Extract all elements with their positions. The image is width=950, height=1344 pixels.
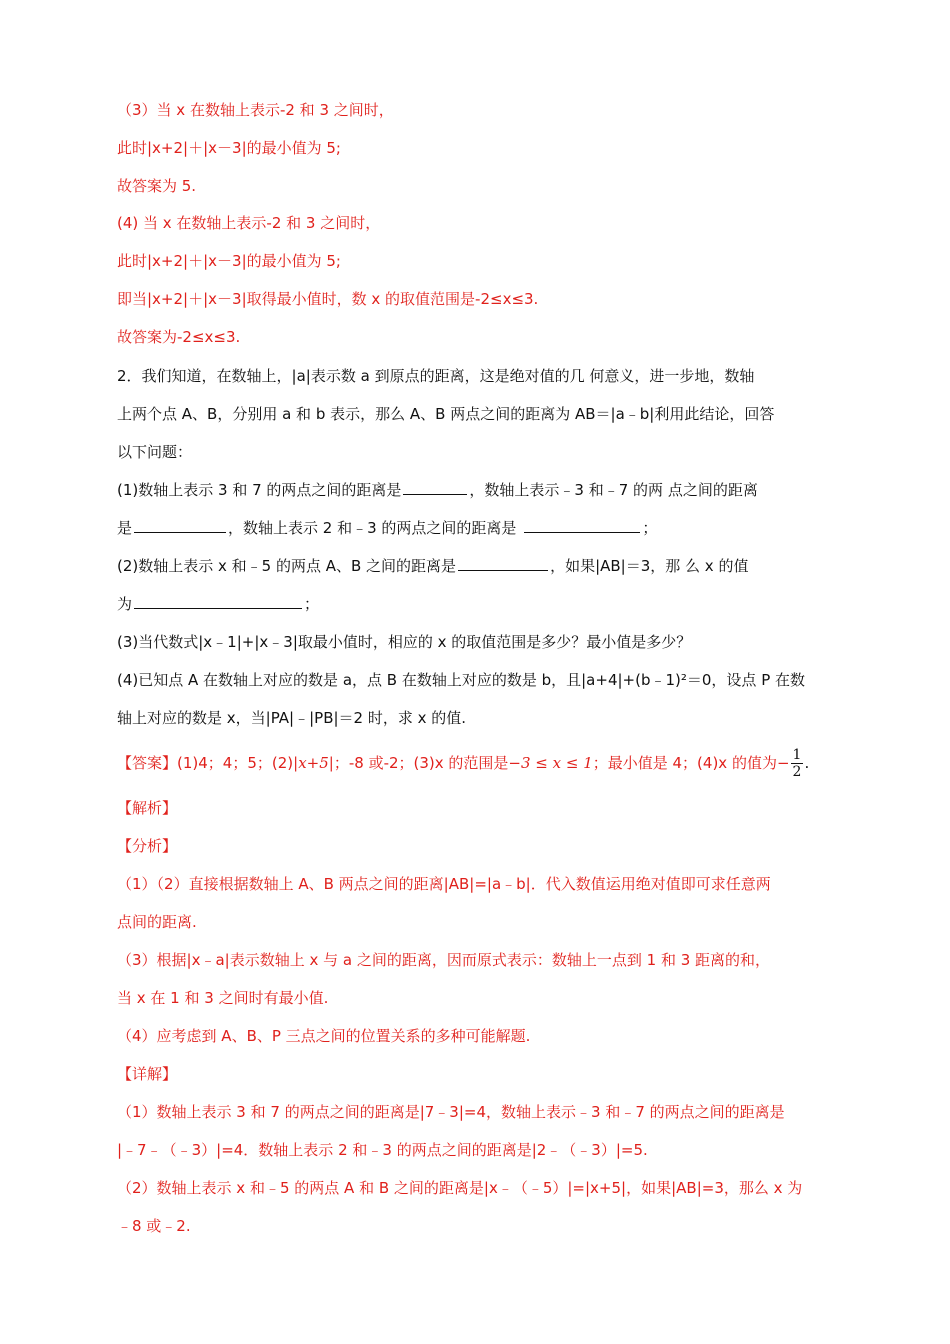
answer-blank <box>458 556 548 571</box>
question-text: ，数轴上表示﹣3 和﹣7 的两 点之间的距离 <box>469 481 758 499</box>
problem-intro: 上两个点 A、B，分别用 a 和 b 表示，那么 A、B 两点之间的距离为 AB＝|a﹣b|利用此结论，回答 <box>117 405 775 423</box>
text-line: 此时|x+2|＋|x－3|的最小值为 5; <box>117 139 341 157</box>
question-2-cont <box>117 593 319 615</box>
question-1-cont <box>117 517 657 539</box>
math-expression: −3 ≤ x ≤ 1 <box>508 754 593 772</box>
problem-intro: 2．我们知道，在数轴上，|a|表示数 a 到原点的距离，这是绝对值的几 何意义，进一步地，数轴 <box>117 367 755 385</box>
detail-text: （1）数轴上表示 3 和 7 的两点之间的距离是|7﹣3|=4，数轴上表示﹣3 和﹣7 的两点之间的距离是 <box>117 1103 785 1121</box>
problem-intro: 以下问题： <box>117 443 193 461</box>
answer-text: ；-8 或-2；(3)x 的范围是 <box>333 754 509 772</box>
question-text: (1)数轴上表示 3 和 7 的两点之间的距离是 <box>117 481 402 499</box>
answer-text: ；最小值是 4；(4)x 的值为 <box>592 754 777 772</box>
detail-text: ﹣8 或﹣2. <box>117 1217 191 1235</box>
question-text: 为 <box>117 595 133 613</box>
question-3: (3)当代数式|x﹣1|+|x﹣3|取最小值时，相应的 x 的取值范围是多少？最小值是多少？ <box>117 633 692 651</box>
section-tag: 【详解】 <box>117 1065 178 1083</box>
fraction-numerator: 1 <box>792 747 802 763</box>
answer-blank <box>134 594 302 609</box>
period: . <box>804 754 810 772</box>
question-text: ； <box>304 595 320 613</box>
question-2 <box>117 555 748 577</box>
math-expression: |x+5| <box>293 754 334 772</box>
text-line: 故答案为-2≤x≤3. <box>117 328 241 346</box>
text-line: （3）当 x 在数轴上表示-2 和 3 之间时， <box>117 101 394 119</box>
analysis-text: 当 x 在 1 和 3 之间时有最小值. <box>117 989 329 1007</box>
fraction-denominator: 2 <box>792 764 802 780</box>
question-text: ； <box>642 519 658 537</box>
text-line: 即当|x+2|＋|x－3|取得最小值时，数 x 的取值范围是-2≤x≤3. <box>117 290 539 308</box>
answer-blank <box>403 480 467 495</box>
question-1 <box>117 479 758 501</box>
fraction <box>791 747 804 780</box>
question-4: (4)已知点 A 在数轴上对应的数是 a，点 B 在数轴上对应的数是 b，且|a+4|+(b﹣1)²＝0，设点 P 在数 <box>117 671 806 689</box>
text-line: 故答案为 5. <box>117 177 197 195</box>
analysis-text: （1）（2）直接根据数轴上 A、B 两点之间的距离|AB|=|a﹣b|．代入数值运用绝对值即可求任意两 <box>117 875 771 893</box>
detail-text: |﹣7﹣（﹣3）|=4．数轴上表示 2 和﹣3 的两点之间的距离是|2﹣（﹣3）|=5. <box>117 1141 648 1159</box>
section-tag: 【分析】 <box>117 837 178 855</box>
analysis-text: （3）根据|x﹣a|表示数轴上 x 与 a 之间的距离，因而原式表示：数轴上一点到 1 和 3 距离的和， <box>117 951 771 969</box>
minus-sign: − <box>776 754 790 772</box>
answer-blank <box>134 518 226 533</box>
question-text: (2)数轴上表示 x 和﹣5 的两点 A、B 之间的距离是 <box>117 557 457 575</box>
analysis-text: （4）应考虑到 A、B、P 三点之间的位置关系的多种可能解题. <box>117 1027 531 1045</box>
text-line: 此时|x+2|＋|x－3|的最小值为 5; <box>117 252 341 270</box>
answer-tag: 【答案】 <box>117 754 178 772</box>
question-text: ，数轴上表示 2 和﹣3 的两点之间的距离是 <box>228 519 517 537</box>
detail-text: （2）数轴上表示 x 和﹣5 的两点 A 和 B 之间的距离是|x﹣（﹣5）|=|x+5|，如果|AB|=3，那么 x 为 <box>117 1179 803 1197</box>
question-4-cont: 轴上对应的数是 x，当|PA|﹣|PB|＝2 时，求 x 的值. <box>117 709 467 727</box>
analysis-text: 点间的距离. <box>117 913 197 931</box>
question-text: 是 <box>117 519 133 537</box>
text-line: (4) 当 x 在数轴上表示-2 和 3 之间时， <box>117 214 381 232</box>
question-text: ，如果|AB|＝3，那 么 x 的值 <box>550 557 749 575</box>
answer-text: (1)4；4；5；(2) <box>177 754 294 772</box>
section-tag: 【解析】 <box>117 799 178 817</box>
answer-line <box>117 747 809 780</box>
answer-blank <box>524 518 640 533</box>
